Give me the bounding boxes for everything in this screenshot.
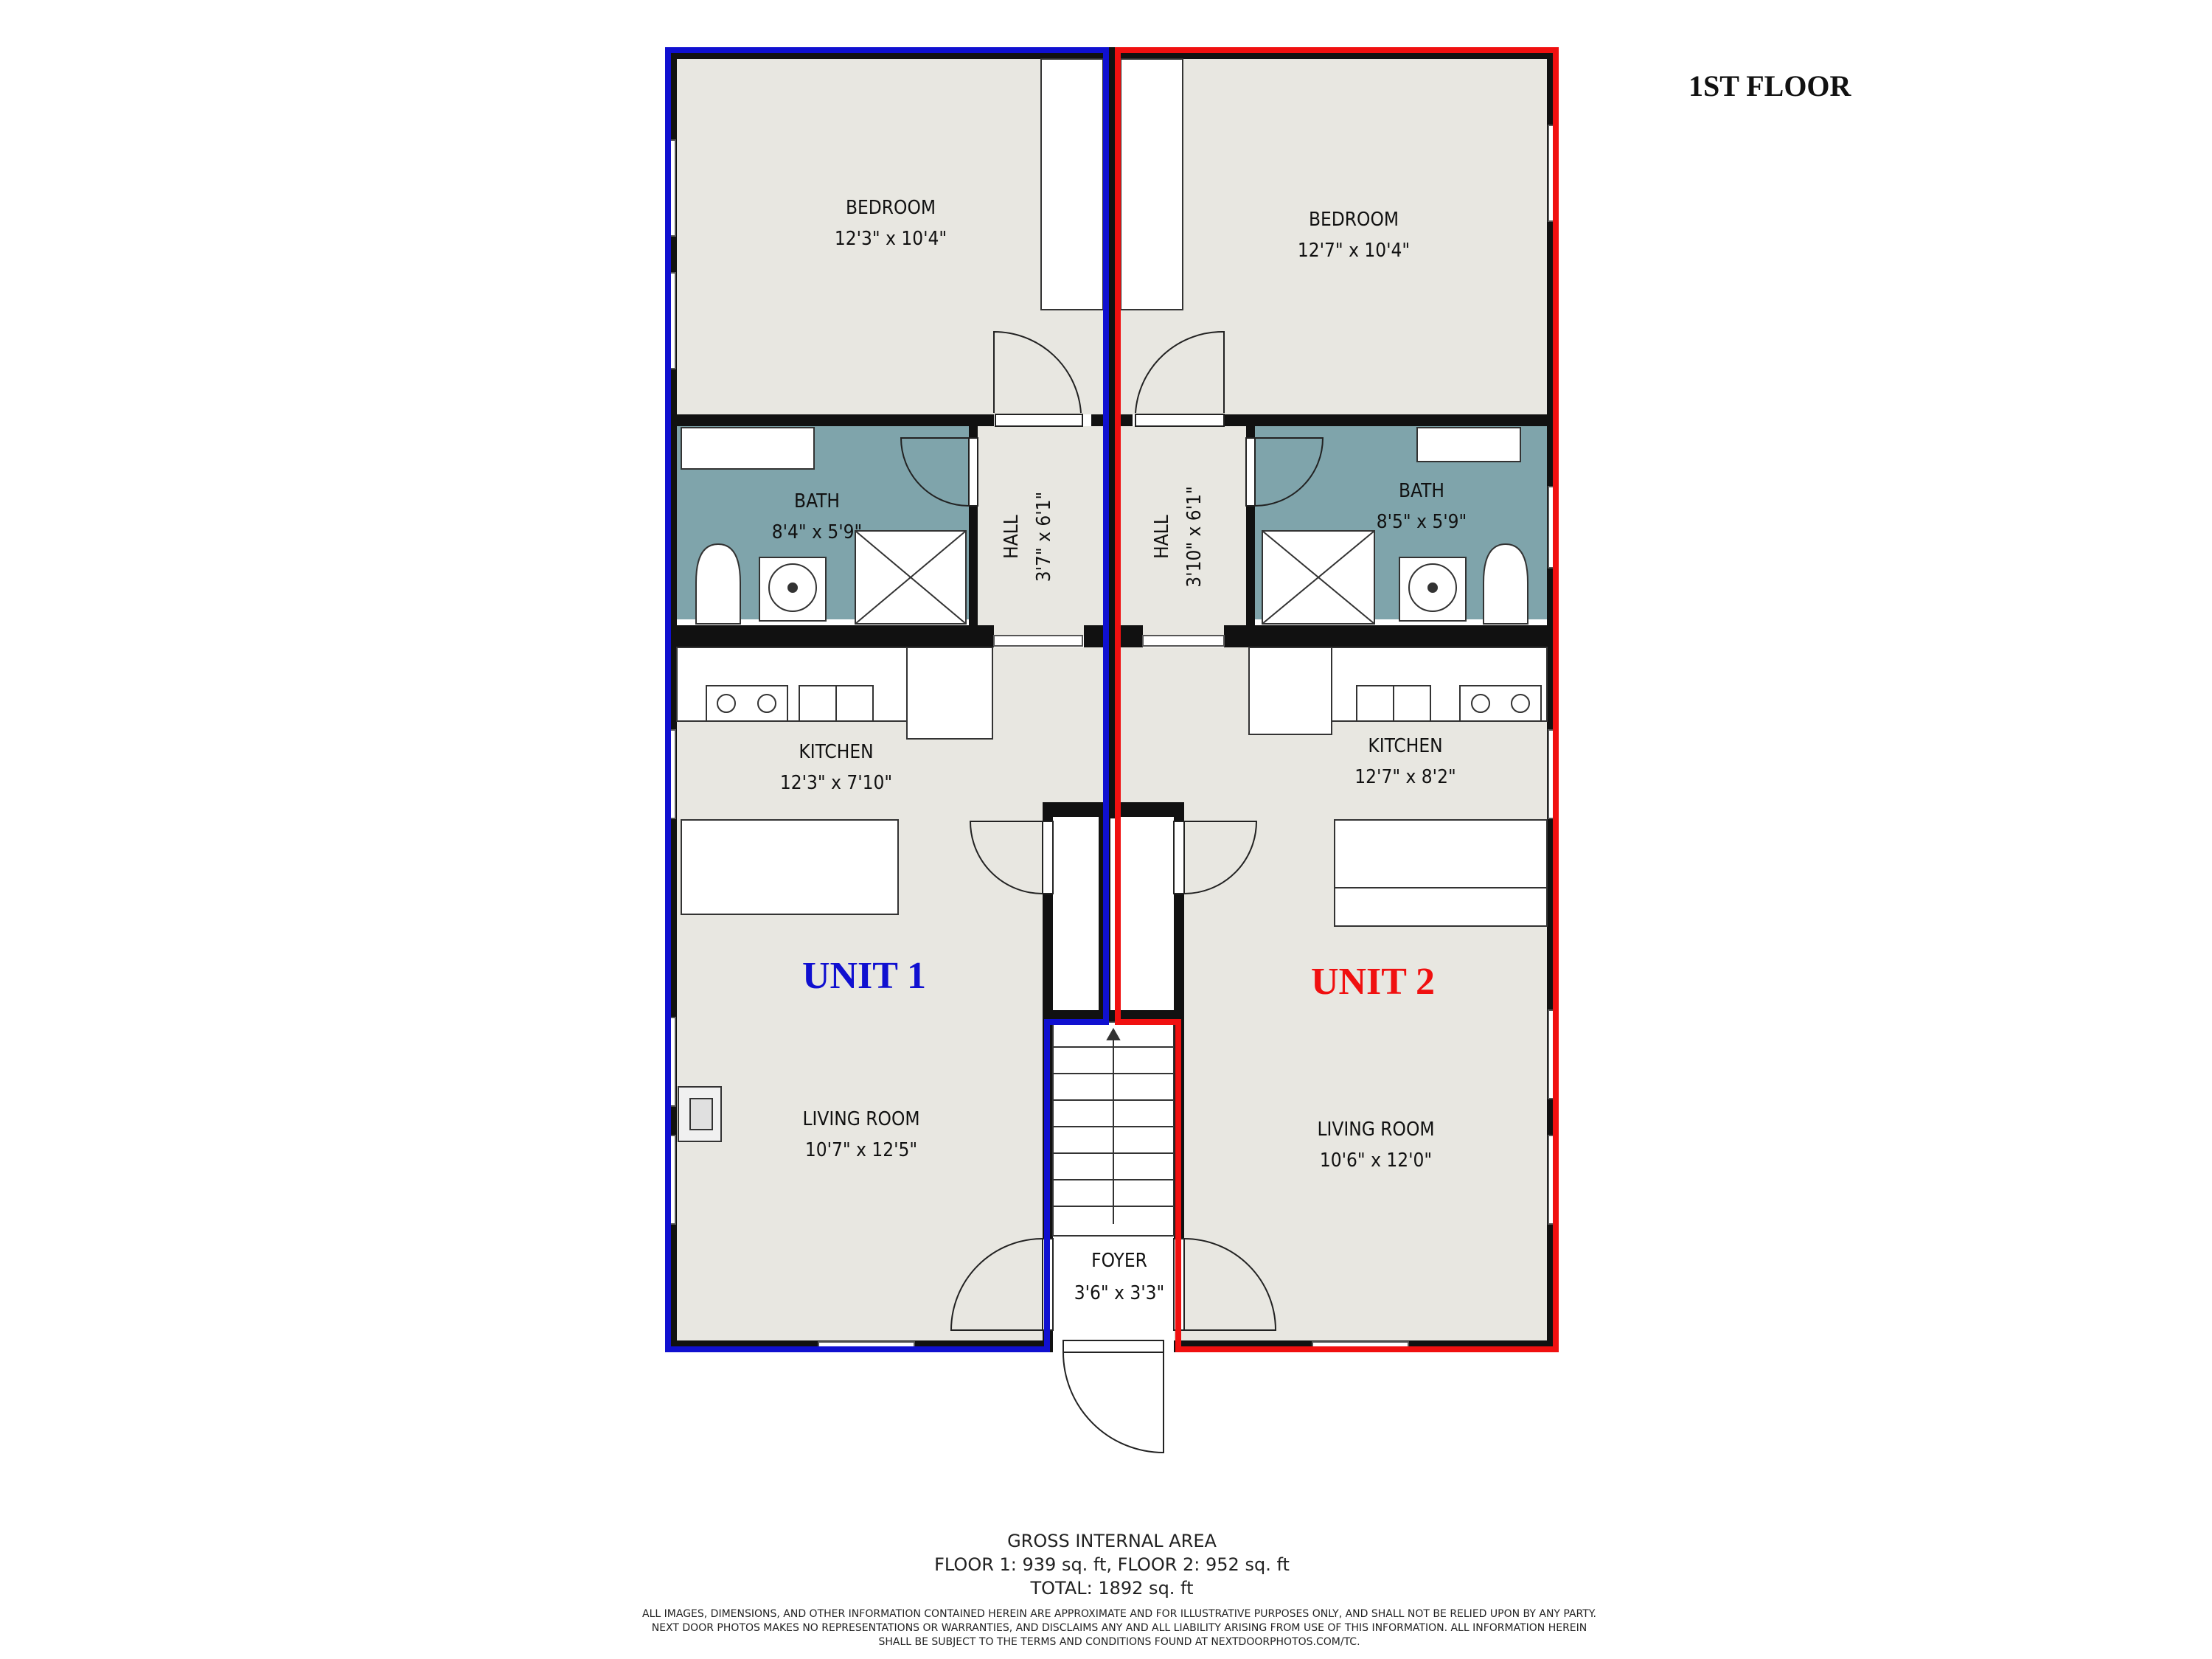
unit1-label: UNIT 1 xyxy=(801,955,927,997)
total-area: TOTAL: 1892 sq. ft xyxy=(1030,1578,1194,1599)
unit1-hall-name: HALL xyxy=(1001,515,1023,559)
wall-kitchen1 xyxy=(677,625,994,647)
unit2-bedroom-name: BEDROOM xyxy=(1308,209,1399,231)
window xyxy=(1143,636,1224,646)
bath-counter xyxy=(1417,428,1520,462)
unit2-bedroom-dim: 12'7" x 10'4" xyxy=(1297,240,1411,262)
door-entry[interactable] xyxy=(1063,1340,1164,1453)
unit1-bedroom-dim: 12'3" x 10'4" xyxy=(834,228,947,250)
unit2-hall-dim: 3'10" x 6'1" xyxy=(1183,486,1206,588)
disclaimer-line-2: NEXT DOOR PHOTOS MAKES NO REPRESENTATIONS OR WARRANTIES, AND DISCLAIMS ANY AND ALL LIABILITY ARISING FROM USE OF THIS INFORMATION. ALL INFORMATION HEREIN xyxy=(651,1622,1587,1634)
disclaimer-line-1: ALL IMAGES, DIMENSIONS, AND OTHER INFORMATION CONTAINED HEREIN ARE APPROXIMATE AND FOR ILLUSTRATIVE PURPOSES ONLY, AND SHALL NOT BE RELIED UPON BY ANY PARTY. xyxy=(642,1608,1596,1620)
unit2-living-name: LIVING ROOM xyxy=(1317,1119,1435,1141)
kitchen-sink xyxy=(1357,686,1430,721)
wall-bedroom-left xyxy=(677,414,994,426)
stove xyxy=(1460,686,1541,721)
floor-areas: FLOOR 1: 939 sq. ft, FLOOR 2: 952 sq. ft xyxy=(934,1554,1290,1575)
wall-kitchen2b xyxy=(1121,625,1143,647)
unit2-bath-dim: 8'5" x 5'9" xyxy=(1376,511,1467,533)
unit2-kitchen-name: KITCHEN xyxy=(1368,735,1443,757)
kitchen-island xyxy=(681,820,898,914)
unit1-bath-name: BATH xyxy=(794,490,840,512)
wall-kitchen2 xyxy=(1224,625,1547,647)
unit1-hall-dim: 3'7" x 6'1" xyxy=(1033,491,1055,582)
unit2-bath-name: BATH xyxy=(1399,480,1444,502)
kitchen-sink xyxy=(799,686,873,721)
toilet xyxy=(1484,544,1528,624)
staircase[interactable] xyxy=(1053,1022,1174,1236)
stove xyxy=(706,686,787,721)
sink xyxy=(759,557,826,621)
unit1-kitchen-name: KITCHEN xyxy=(799,741,874,763)
bath-counter xyxy=(681,428,814,469)
window xyxy=(994,636,1082,646)
floor-title: 1ST FLOOR xyxy=(1688,69,1851,102)
wall-stair-top xyxy=(1043,802,1184,817)
fireplace xyxy=(678,1087,721,1141)
unit2-bedroom-floor xyxy=(1121,59,1547,414)
unit2-hall-name: HALL xyxy=(1151,515,1173,559)
unit1-kitchen-dim: 12'3" x 7'10" xyxy=(779,772,893,794)
disclaimer-line-3: SHALL BE SUBJECT TO THE TERMS AND CONDITIONS FOUND AT NEXTDOORPHOTOS.COM/TC. xyxy=(878,1636,1360,1648)
unit1-bath-dim: 8'4" x 5'9" xyxy=(771,521,863,543)
closet xyxy=(1041,59,1103,310)
sink xyxy=(1399,557,1466,621)
shower-stall xyxy=(855,531,966,624)
kitchen-island xyxy=(1335,820,1547,926)
kitchen-counter xyxy=(907,647,992,739)
unit1-living-name: LIVING ROOM xyxy=(802,1108,920,1130)
foyer-name: FOYER xyxy=(1091,1250,1147,1272)
unit2-living-dim: 10'6" x 12'0" xyxy=(1319,1150,1433,1172)
shower-stall xyxy=(1262,531,1374,624)
unit1-bedroom-name: BEDROOM xyxy=(845,197,936,219)
closet xyxy=(1121,59,1183,310)
toilet xyxy=(696,544,740,624)
footer xyxy=(642,1531,1596,1648)
kitchen-counter xyxy=(1249,647,1332,734)
wall-bedroom-right xyxy=(1224,414,1547,426)
unit1-living-dim: 10'7" x 12'5" xyxy=(804,1139,918,1161)
unit2-label: UNIT 2 xyxy=(1310,961,1436,1003)
wall-bedroom-center xyxy=(1091,414,1133,426)
unit2-kitchen-dim: 12'7" x 8'2" xyxy=(1354,766,1456,788)
gross-area-heading: GROSS INTERNAL AREA xyxy=(1007,1531,1217,1551)
foyer-dim: 3'6" x 3'3" xyxy=(1074,1282,1165,1304)
